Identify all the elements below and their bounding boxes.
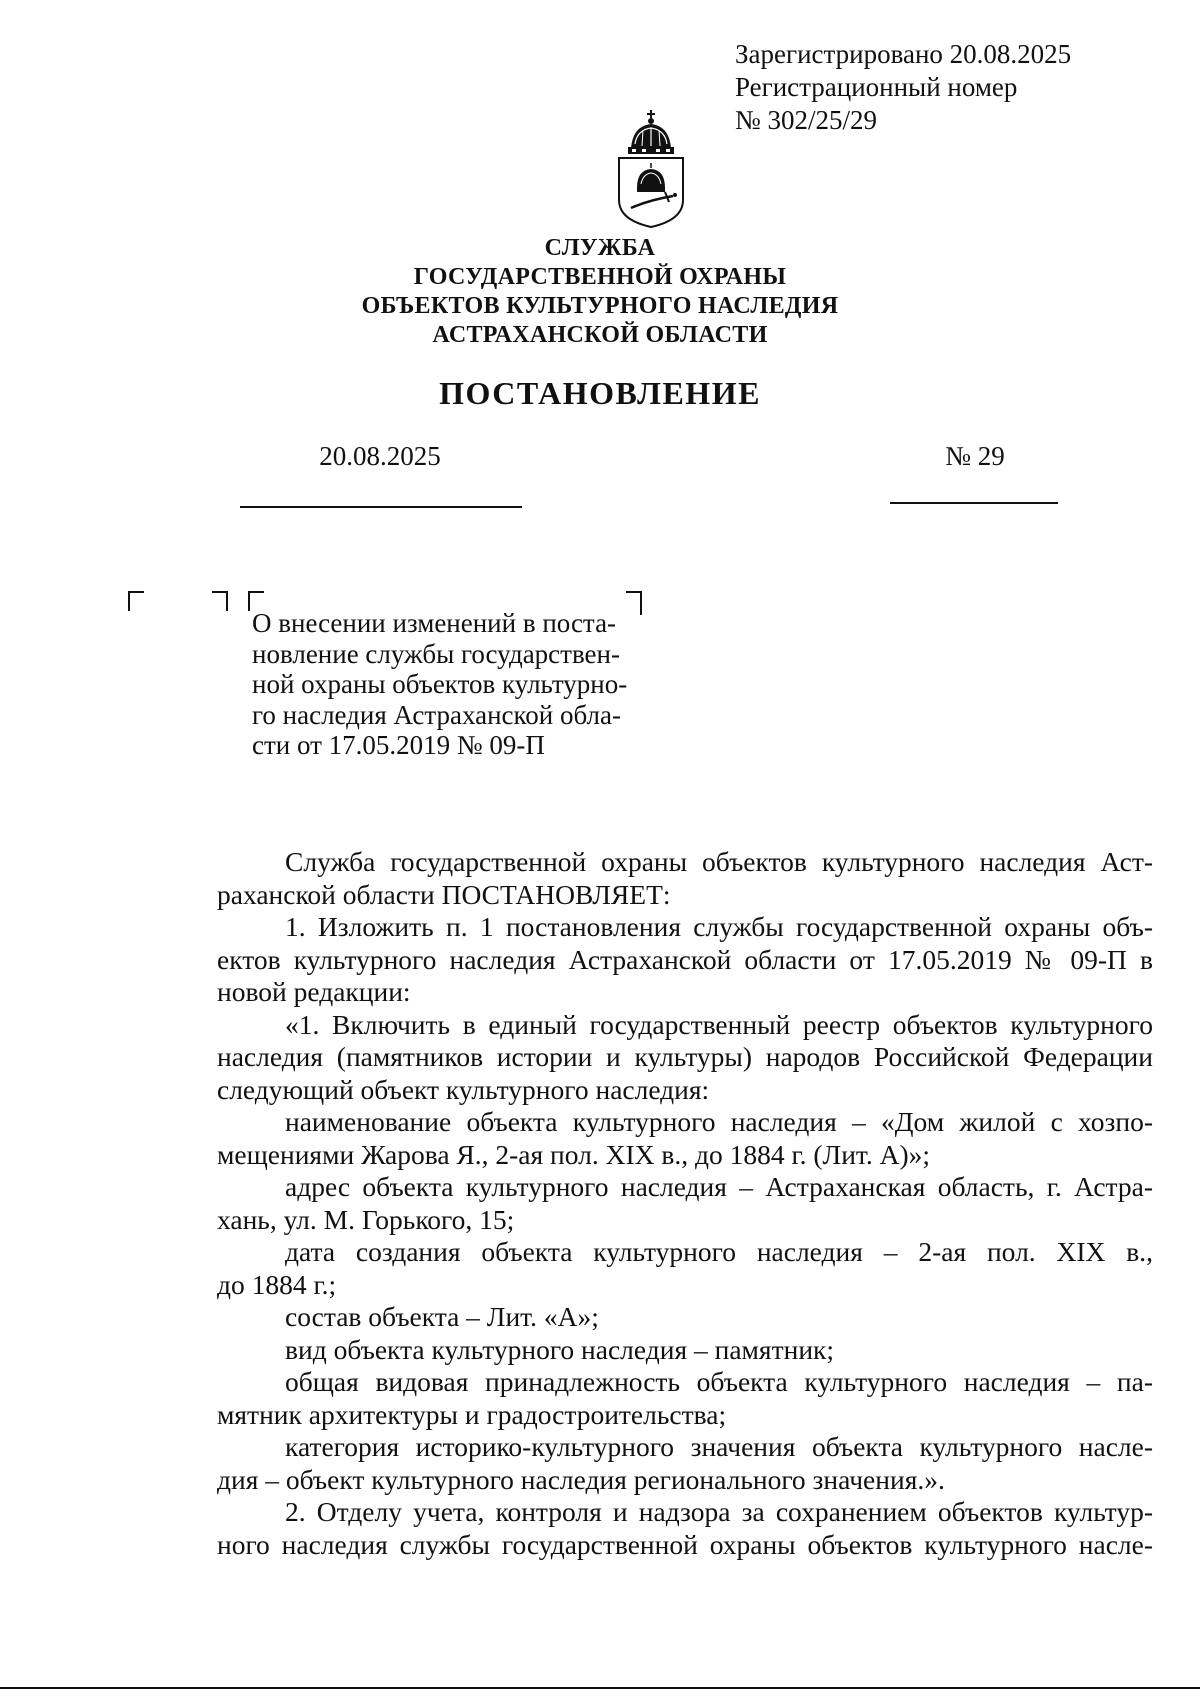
body-line: дата создания объекта культурного наследия – 2-ая пол. XIX в.,	[285, 1236, 1153, 1267]
registration-date: Зарегистрировано 20.08.2025	[735, 39, 1072, 69]
registration-stamp	[735, 38, 1071, 137]
astrakhan-coat-of-arms-icon	[613, 108, 689, 230]
document-date-underline	[240, 506, 522, 508]
body-line: дия – объект культурного наследия регионального значения.».	[217, 1463, 945, 1495]
organization-line-4: АСТРАХАНСКОЙ ОБЛАСТИ	[432, 322, 768, 348]
body-line: категория историко-культурного значения объекта культурного насле-	[285, 1431, 1153, 1462]
document-subject	[252, 608, 652, 761]
body-line: вид объекта культурного наследия – памятник;	[285, 1333, 835, 1365]
body-line: общая видовая принадлежность объекта культурного наследия – па-	[285, 1366, 1153, 1397]
body-line: Служба государственной охраны объектов культурного наследия Аст-	[285, 846, 1153, 877]
document-type: ПОСТАНОВЛЕНИЕ	[439, 375, 761, 411]
body-line: 1. Изложить п. 1 постановления службы государственной охраны объ-	[285, 911, 1153, 942]
document-number-underline	[890, 502, 1058, 504]
subject-line: го наследия Астраханской обла-	[252, 699, 621, 730]
body-line: состав объекта – Лит. «А»;	[285, 1301, 599, 1332]
corner-bracket-top-right	[212, 591, 228, 611]
body-line: адрес объекта культурного наследия – Астраханская область, г. Астра-	[285, 1171, 1153, 1202]
body-line: наследия (памятников истории и культуры) народов Российской Федерации	[217, 1041, 1153, 1072]
body-line: раханской области ПОСТАНОВЛЯЕТ:	[217, 878, 671, 910]
body-line: новой редакции:	[217, 976, 411, 1007]
subject-line: новление службы государствен-	[252, 638, 620, 669]
registration-number: № 302/25/29	[735, 105, 878, 135]
body-line: мятник архитектуры и градостроительства;	[217, 1398, 727, 1430]
subject-line: ной охраны объектов культурно-	[252, 669, 628, 699]
body-line: ектов культурного наследия Астраханской области от 17.05.2019 № 09-П в	[217, 943, 1153, 975]
organization-line-1: СЛУЖБА	[544, 235, 656, 261]
body-line: хань, ул. М. Горького, 15;	[217, 1203, 515, 1235]
body-line: наименование объекта культурного наследия – «Дом жилой с хозпо-	[285, 1106, 1153, 1137]
body-line: следующий объект культурного наследия:	[217, 1073, 710, 1105]
registration-label: Регистрационный номер	[735, 72, 1018, 102]
body-line: до 1884 г.;	[217, 1268, 337, 1300]
body-line: 2. Отделу учета, контроля и надзора за сохранением объектов культур-	[285, 1496, 1153, 1527]
page-bottom-rule	[0, 1687, 1200, 1689]
document-number: № 29	[945, 441, 1005, 471]
body-line: мещениями Жарова Я., 2-ая пол. XIX в., до 1884 г. (Лит. А)»;	[217, 1138, 931, 1170]
corner-bracket-top-left	[128, 591, 144, 611]
subject-line: сти от 17.05.2019 № 09-П	[252, 730, 545, 760]
organization-name	[0, 234, 1200, 350]
body-line: ного наследия службы государственной охраны объектов культурного насле-	[217, 1528, 1153, 1560]
document-date: 20.08.2025	[319, 441, 441, 471]
body-line: «1. Включить в единый государственный реестр объектов культурного	[285, 1008, 1153, 1040]
subject-line: О внесении изменений в поста-	[252, 608, 617, 638]
document-body	[217, 846, 1153, 1561]
organization-line-2: ГОСУДАРСТВЕННОЙ ОХРАНЫ	[413, 264, 787, 290]
organization-line-3: ОБЪЕКТОВ КУЛЬТУРНОГО НАСЛЕДИЯ	[361, 293, 839, 319]
